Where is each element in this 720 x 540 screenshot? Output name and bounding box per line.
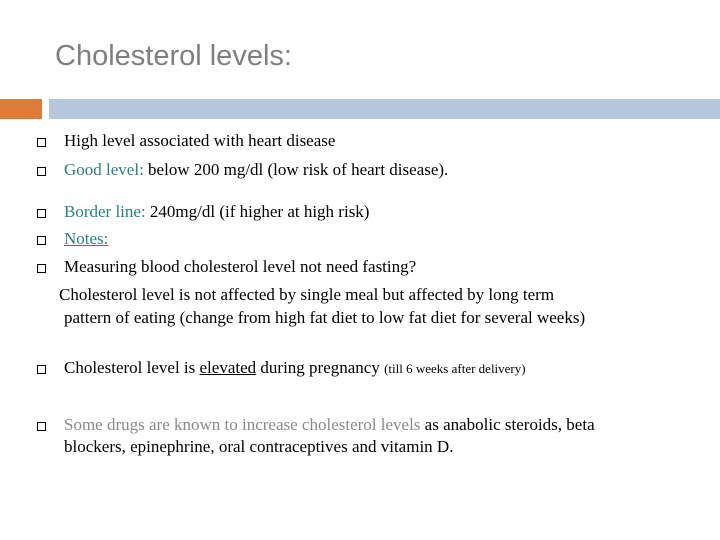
square-bullet-icon (37, 422, 46, 431)
square-bullet-icon (37, 138, 46, 147)
bullet-text-continuation: blockers, epinephrine, oral contraceptives and vitamin D. (64, 437, 454, 456)
bullet-text: Cholesterol level is elevated during pregnancy (till 6 weeks after delivery) (64, 358, 526, 377)
square-bullet-icon (37, 167, 46, 176)
bullet-text: Some drugs are known to increase cholesterol levels as anabolic steroids, beta (64, 415, 595, 434)
bullet-text-continuation: Cholesterol level is not affected by single meal but affected by long term (59, 285, 555, 304)
accent-bar-orange (0, 99, 42, 119)
square-bullet-icon (37, 209, 46, 218)
bullet-text: Good level: below 200 mg/dl (low risk of heart disease). (64, 160, 449, 179)
notes-heading: Notes: (64, 229, 109, 248)
bullet-text: Measuring blood cholesterol level not need fasting? (64, 257, 417, 276)
page-title: Cholesterol levels: (55, 40, 292, 72)
bullet-text: High level associated with heart disease (64, 131, 336, 150)
square-bullet-icon (37, 365, 46, 374)
accent-bar-blue (49, 99, 720, 119)
square-bullet-icon (37, 236, 46, 245)
bullet-text: Border line: 240mg/dl (if higher at high risk) (64, 202, 370, 221)
bullet-text-continuation: pattern of eating (change from high fat diet to low fat diet for several weeks) (64, 308, 586, 327)
square-bullet-icon (37, 264, 46, 273)
